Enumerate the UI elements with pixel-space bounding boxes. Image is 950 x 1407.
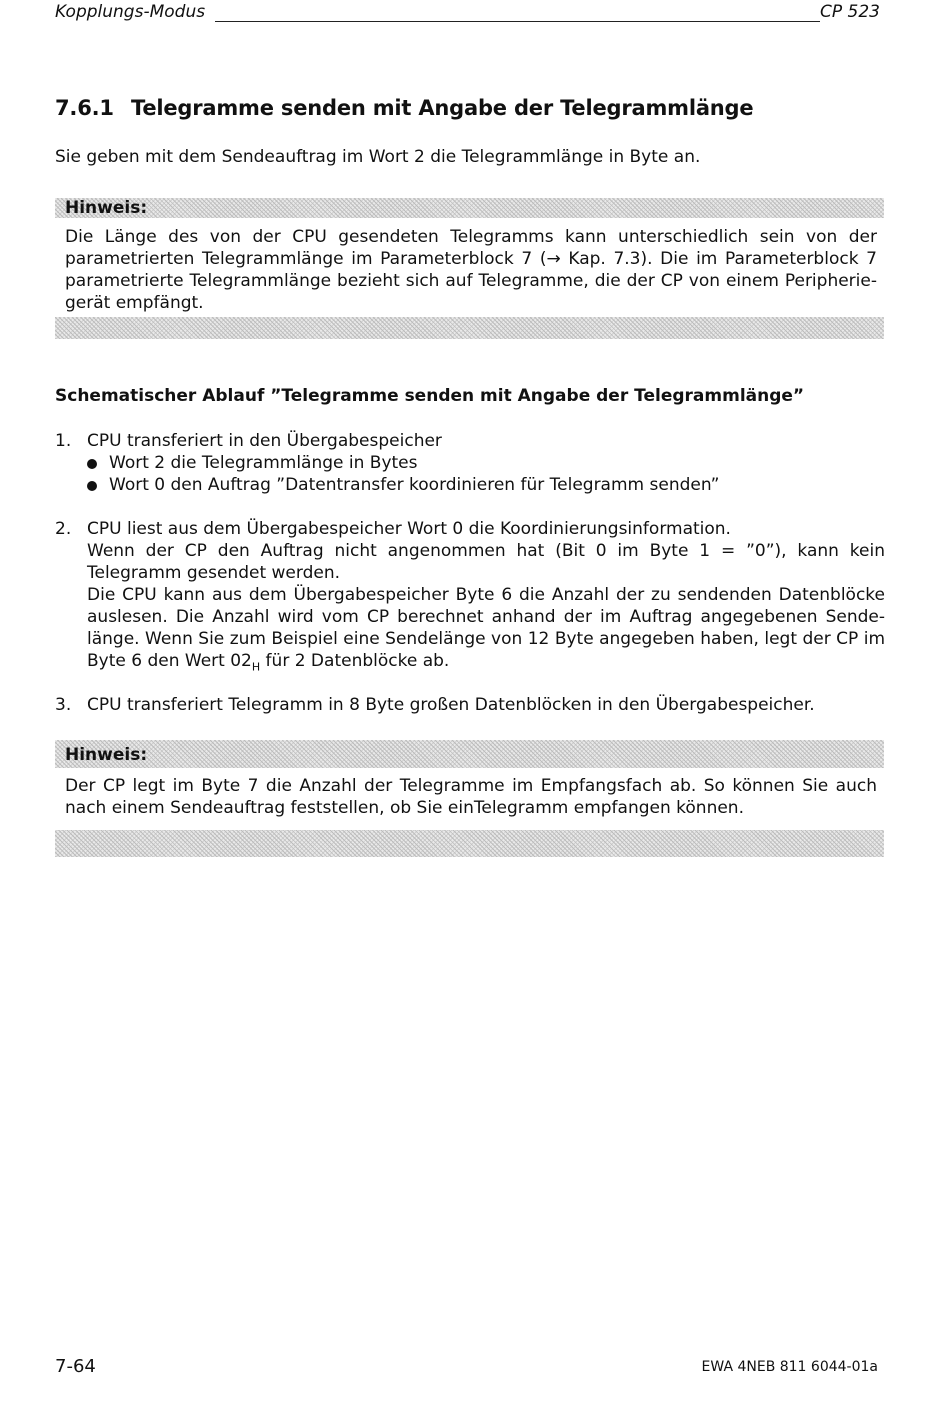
- header-rule: [215, 21, 820, 22]
- step-number: 1.: [55, 431, 72, 451]
- list-item: [87, 474, 885, 496]
- page-number: 7-64: [55, 1356, 96, 1377]
- hint2-top-band: [55, 740, 884, 768]
- step-text-part: für 2 Datenblöcke ab.: [260, 651, 450, 671]
- bullet-text: Wort 2 die Telegrammlänge in Bytes: [109, 453, 418, 473]
- step-3: [55, 694, 885, 716]
- hint2-bottom-band: [55, 830, 884, 857]
- step-text: CPU liest aus dem Übergabespeicher Wort 0 die Koordinierungsinformation.: [87, 519, 731, 539]
- step-text: Wenn der CP den Auftrag nicht angenommen hat (Bit 0 im Byte 1 = ”0”), kann kein Telegramm gesendet werden.: [87, 541, 885, 583]
- hint2-text: Der CP legt im Byte 7 die Anzahl der Telegramme im Empfangsfach ab. So können Sie auch nach einem Sendeauftrag feststellen, ob Sie einTelegramm empfangen können.: [65, 776, 877, 818]
- list-item: [87, 452, 885, 474]
- step-text-part: Die CPU kann aus dem Übergabespeicher Byte 6 die Anzahl der zu sendenden Datenblöcke auslesen. Die Anzahl wird vom CP berechnet anhand der im Auftrag angegebenen Sende-länge. Wenn Sie zum Beispiel eine Sendelänge von 12 Byte angegeben haben, legt der CP im Byte 6 den Wert 02: [87, 585, 885, 671]
- step-text: [87, 584, 885, 678]
- step-1: [55, 430, 885, 496]
- hint1-text: Die Länge des von der CPU gesendeten Telegramms kann unterschiedlich sein von der parametrierten Telegrammlänge im Parameterblock 7 (→ Kap. 7.3). Die im Parameterblock 7 parametrierte Telegrammlänge bezieht sich auf Telegramme, die der CP von einem Peripherie-gerät empfängt.: [65, 227, 877, 313]
- step-number: 2.: [55, 519, 72, 539]
- hex-subscript: H: [251, 660, 261, 674]
- header-chapter: Kopplungs-Modus: [55, 2, 206, 22]
- step-number: 3.: [55, 695, 72, 715]
- header-product: CP 523: [820, 2, 880, 22]
- section-title: Telegramme senden mit Angabe der Telegrammlänge: [131, 96, 754, 120]
- hint2-label: Hinweis:: [65, 745, 148, 765]
- hint1-bottom-band: [55, 317, 884, 339]
- document-id: EWA 4NEB 811 6044-01a: [701, 1359, 878, 1375]
- bullet-icon: [87, 481, 97, 491]
- hint1-label: Hinweis:: [65, 198, 148, 218]
- bullet-text: Wort 0 den Auftrag ”Datentransfer koordinieren für Telegramm senden”: [109, 475, 720, 495]
- schematic-title: Schematischer Ablauf ”Telegramme senden mit Angabe der Telegrammlänge”: [55, 386, 805, 406]
- step-text: CPU transferiert in den Übergabespeicher: [87, 431, 442, 451]
- section-number: 7.6.1: [55, 96, 114, 120]
- intro-paragraph: Sie geben mit dem Sendeauftrag im Wort 2 die Telegrammlänge in Byte an.: [55, 147, 701, 167]
- section-heading: [55, 96, 753, 120]
- page-header: [55, 0, 880, 24]
- bullet-icon: [87, 459, 97, 469]
- step-2: [55, 518, 885, 678]
- step-text: CPU transferiert Telegramm in 8 Byte großen Datenblöcken in den Übergabespeicher.: [87, 695, 815, 715]
- hint1-top-band: [55, 198, 884, 218]
